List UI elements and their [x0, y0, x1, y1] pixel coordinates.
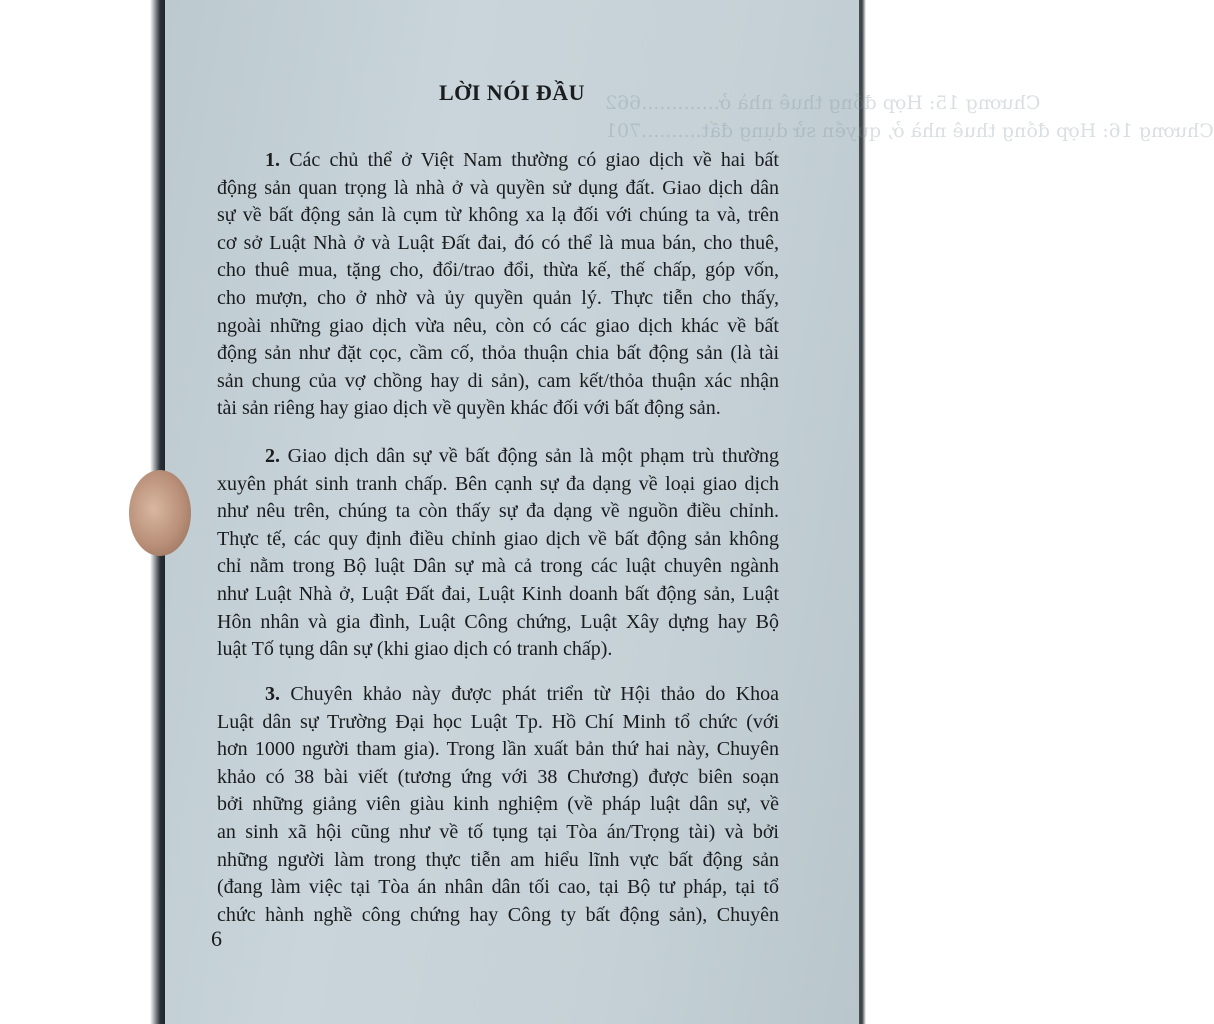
paragraph-1-line-3: sự về bất động sản là cụm từ không xa lạ đối với chúng ta và, trên	[217, 204, 779, 227]
paragraph-1-line-6: cho mượn, cho ở nhờ và ủy quyền quản lý. Thực tiễn cho thấy,	[217, 286, 779, 309]
paragraph-1-line-5: cho thuê mua, tặng cho, đổi/trao đổi, thừa kế, thế chấp, góp vốn,	[217, 259, 779, 282]
paragraph-1-line-10: tài sản riêng hay giao dịch về quyền khác đối với bất động sản.	[217, 397, 721, 420]
paragraph-1-line-7: ngoài những giao dịch vừa nêu, còn có các giao dịch khác về bất	[217, 314, 779, 337]
show-through-line-1: Chương 15: Hợp đồng thuê nhà ở.............662	[605, 92, 1041, 114]
paragraph-3-line-7: những người làm trong thực tiễn am hiểu lĩnh vực bất động sản	[217, 848, 779, 871]
paragraph-1-line-8: động sản như đặt cọc, cầm cố, thỏa thuận chia bất động sản (là tài	[217, 342, 779, 365]
book-page	[165, 0, 1214, 1024]
paragraph-3-line-9: chức hành nghề công chứng hay Công ty bất động sản), Chuyên	[217, 903, 779, 926]
page-title: LỜI NÓI ĐẦU	[438, 80, 586, 105]
paragraph-2-line-4: Thực tế, các quy định điều chỉnh giao dịch về bất động sản không	[217, 527, 779, 550]
page-number: 6	[211, 926, 222, 951]
paragraph-2-line-6: như Luật Nhà ở, Luật Đất đai, Luật Kinh doanh bất động sản, Luật	[217, 582, 779, 605]
paragraph-3-line-4: khảo có 38 bài viết (tương ứng với 38 Chương) được biên soạn	[217, 765, 779, 788]
paragraph-3	[217, 681, 779, 929]
paragraph-3-line-8: (đang làm việc tại Tòa án nhân dân tối cao, tại Bộ tư pháp, tại tổ	[217, 876, 779, 899]
paragraph-2-line-8: luật Tố tụng dân sự (khi giao dịch có tranh chấp).	[217, 638, 613, 661]
paragraph-1-line-4: cơ sở Luật Nhà ở và Luật Đất đai, đó có thể là mua bán, cho thuê,	[217, 231, 779, 254]
paragraph-1-line-2: động sản quan trọng là nhà ở và quyền sử dụng đất. Giao dịch dân	[217, 176, 779, 199]
show-through-line-2: Chương 16: Hợp đồng thuê nhà ở, quyền sử dụng đất..........701	[605, 120, 1214, 142]
paragraph-3-line-5: bởi những giảng viên giàu kinh nghiệm (về pháp luật dân sự, về	[217, 793, 779, 816]
paragraph-2-line-1: 2. Giao dịch dân sự về bất động sản là một phạm trù thường	[265, 445, 780, 467]
thumb-holding-page	[129, 470, 191, 556]
paragraph-3-line-1: 3. Chuyên khảo này được phát triển từ Hội thảo do Khoa	[265, 683, 780, 705]
paragraph-2-line-7: Hôn nhân và gia đình, Luật Công chứng, Luật Xây dựng hay Bộ	[217, 610, 779, 633]
paragraph-number: 1.	[265, 149, 280, 171]
paragraph-2	[217, 443, 779, 664]
paragraph-2-line-5: chỉ nằm trong Bộ luật Dân sự mà cả trong các luật chuyên ngành	[217, 555, 779, 578]
background-right	[858, 0, 1024, 1024]
paragraph-1-line-1: 1. Các chủ thể ở Việt Nam thường có giao dịch về hai bất	[265, 149, 779, 171]
paragraph-number: 3.	[265, 683, 280, 705]
paragraph-3-line-2: Luật dân sự Trường Đại học Luật Tp. Hồ Chí Minh tổ chức (với	[217, 710, 779, 733]
paragraph-1-line-9: sản chung của vợ chồng hay di sản), cam kết/thỏa thuận xác nhận	[217, 369, 779, 392]
paragraph-2-line-2: xuyên phát sinh tranh chấp. Bên cạnh sự đa dạng về loại giao dịch	[217, 472, 779, 495]
paragraph-number: 2.	[265, 445, 280, 467]
paragraph-3-line-3: hơn 1000 người tham gia). Trong lần xuất bản thứ hai này, Chuyên	[217, 738, 779, 761]
paragraph-2-line-3: như nêu trên, chúng ta còn thấy sự đa dạng về nguồn điều chỉnh.	[217, 500, 779, 523]
paragraph-1	[217, 147, 779, 423]
paragraph-3-line-6: an sinh xã hội cũng như về tố tụng tại Tòa án/Trọng tài) và bởi	[217, 820, 779, 843]
